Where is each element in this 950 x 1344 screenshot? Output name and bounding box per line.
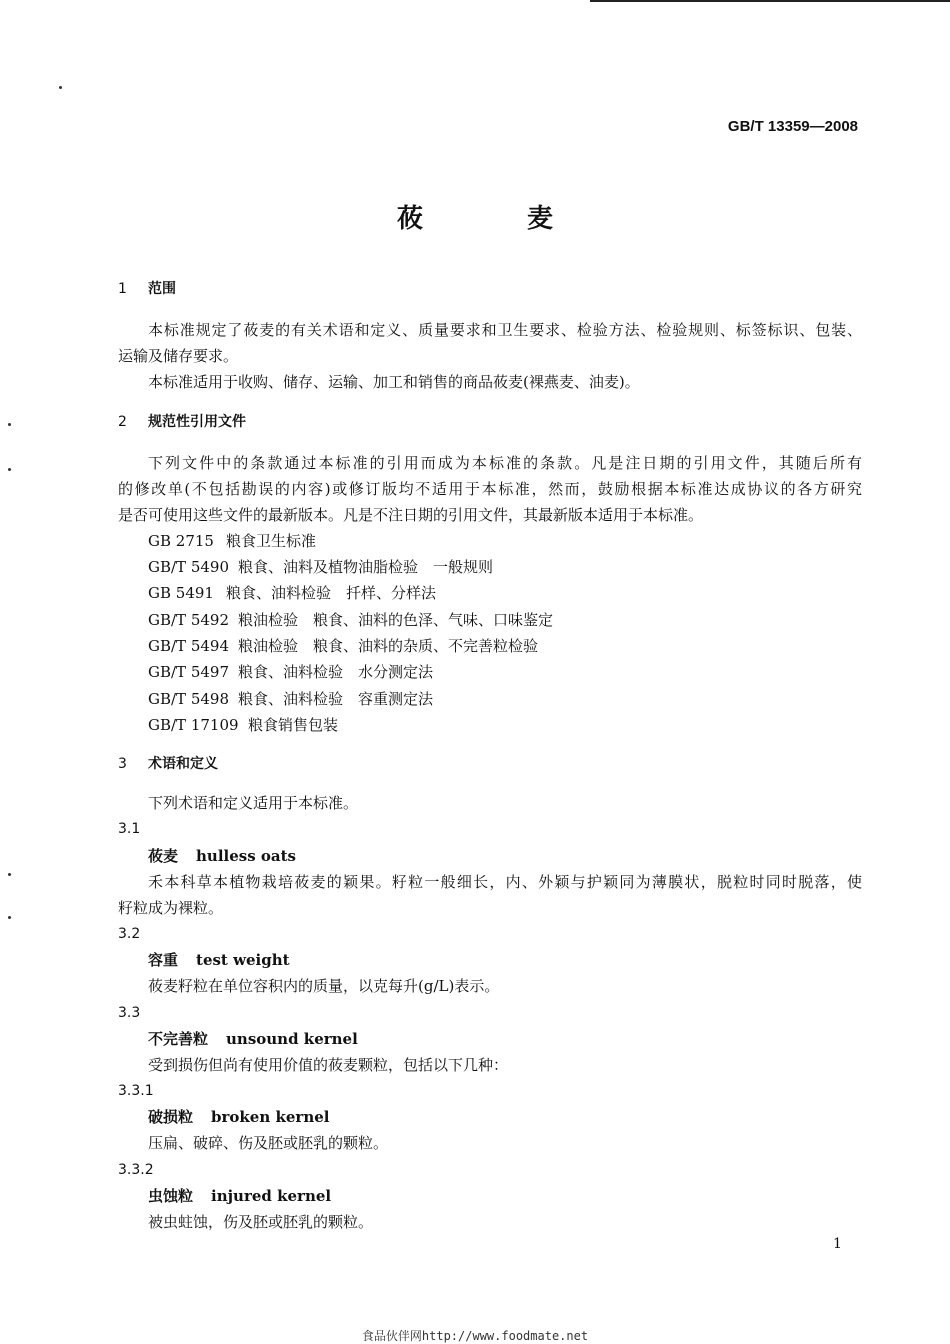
reference-title: 粮食、油料检验 水分测定法: [238, 663, 434, 681]
section-title: 术语和定义: [148, 756, 218, 772]
reference-title: 粮食销售包装: [248, 716, 339, 734]
clause-number: 3.1: [118, 821, 141, 837]
definition-line: 籽粒成为裸粒。: [118, 899, 224, 917]
term-zh: 不完善粒: [148, 1030, 209, 1048]
paragraph-line: 是否可使用这些文件的最新版本。凡是不注日期的引用文件，其最新版本适用于本标准。: [118, 506, 704, 524]
standard-number: GB/T 13359—2008: [727, 118, 858, 135]
term-en: injured kernel: [211, 1187, 332, 1205]
term-en: unsound kernel: [226, 1030, 358, 1048]
reference-title: 粮食卫生标准: [226, 532, 317, 550]
section-number: 2: [118, 414, 127, 430]
reference-item: [148, 715, 338, 735]
scan-speck: [8, 873, 11, 876]
reference-item: [148, 557, 493, 577]
scan-speck: [59, 86, 62, 89]
reference-code: GB/T 5490: [148, 558, 230, 576]
reference-code: GB 2715: [148, 532, 214, 550]
term-heading: [148, 1107, 329, 1127]
reference-item: [148, 583, 436, 603]
term-zh: 破损粒: [148, 1108, 194, 1126]
section-heading-refs: [118, 412, 246, 432]
paragraph-line: 本标准规定了莜麦的有关术语和定义、质量要求和卫生要求、检验方法、检验规则、标签标识、包装、: [148, 321, 862, 339]
term-heading: [148, 1186, 331, 1206]
reference-code: GB/T 5498: [148, 690, 230, 708]
definition-line: 禾本科草本植物栽培莜麦的颖果。籽粒一般细长，内、外颖与护颖同为薄膜状，脱粒时同时脱落，使: [148, 873, 862, 891]
scan-speck: [8, 468, 11, 471]
definition-line: 被虫蛀蚀，伤及胚或胚乳的颗粒。: [148, 1213, 374, 1231]
reference-code: GB/T 5492: [148, 611, 230, 629]
reference-title: 粮食、油料检验 扦样、分样法: [226, 584, 437, 602]
top-border-line: [590, 0, 950, 2]
term-en: broken kernel: [211, 1108, 330, 1126]
term-heading: [148, 846, 296, 866]
clause-number: 3.3.2: [118, 1162, 154, 1178]
clause-number: 3.2: [118, 926, 141, 942]
reference-title: 粮油检验 粮食、油料的色泽、气味、口味鉴定: [238, 611, 554, 629]
clause-number: 3.3.1: [118, 1083, 154, 1099]
term-heading: [148, 1029, 358, 1049]
definition-line: 压扁、破碎、伤及胚或胚乳的颗粒。: [148, 1134, 389, 1152]
footer-watermark: 食品伙伴网http://www.foodmate.net: [361, 1329, 589, 1343]
reference-title: 粮油检验 粮食、油料的杂质、不完善粒检验: [238, 637, 539, 655]
paragraph-line: 的修改单(不包括勘误的内容)或修订版均不适用于本标准，然而，鼓励根据本标准达成协议的各方研究: [118, 480, 862, 498]
section-title: 范围: [148, 281, 176, 297]
page-number: 1: [833, 1236, 842, 1252]
term-en: test weight: [196, 951, 290, 969]
page-title: 莜麦: [396, 204, 657, 234]
paragraph-line: 下列术语和定义适用于本标准。: [148, 794, 359, 812]
section-number: 3: [118, 756, 127, 772]
reference-title: 粮食、油料检验 容重测定法: [238, 690, 434, 708]
paragraph-line: 下列文件中的条款通过本标准的引用而成为本标准的条款。凡是注日期的引用文件，其随后所有: [148, 454, 862, 472]
term-en: hulless oats: [196, 847, 296, 865]
reference-code: GB/T 17109: [148, 716, 239, 734]
section-number: 1: [118, 281, 127, 297]
reference-code: GB/T 5494: [148, 637, 230, 655]
definition-line: 受到损伤但尚有使用价值的莜麦颗粒，包括以下几种：: [148, 1056, 509, 1074]
reference-item: [148, 689, 433, 709]
reference-item: [148, 636, 538, 656]
term-zh: 虫蚀粒: [148, 1187, 194, 1205]
term-heading: [148, 950, 290, 970]
reference-item: [148, 610, 553, 630]
reference-code: GB 5491: [148, 584, 214, 602]
scan-speck: [8, 916, 11, 919]
section-heading-terms: [118, 754, 218, 774]
term-zh: 莜麦: [148, 847, 179, 865]
section-title: 规范性引用文件: [148, 414, 246, 430]
reference-item: [148, 531, 316, 551]
scan-speck: [8, 423, 11, 426]
paragraph-line: 本标准适用于收购、储存、运输、加工和销售的商品莜麦(裸燕麦、油麦)。: [148, 373, 640, 391]
reference-code: GB/T 5497: [148, 663, 230, 681]
reference-title: 粮食、油料及植物油脂检验 一般规则: [238, 558, 494, 576]
paragraph-line: 运输及储存要求。: [118, 347, 239, 365]
definition-line: 莜麦籽粒在单位容积内的质量，以克每升(g/L)表示。: [148, 977, 500, 995]
term-zh: 容重: [148, 951, 179, 969]
reference-item: [148, 662, 433, 682]
section-heading-scope: [118, 279, 176, 299]
clause-number: 3.3: [118, 1005, 141, 1021]
